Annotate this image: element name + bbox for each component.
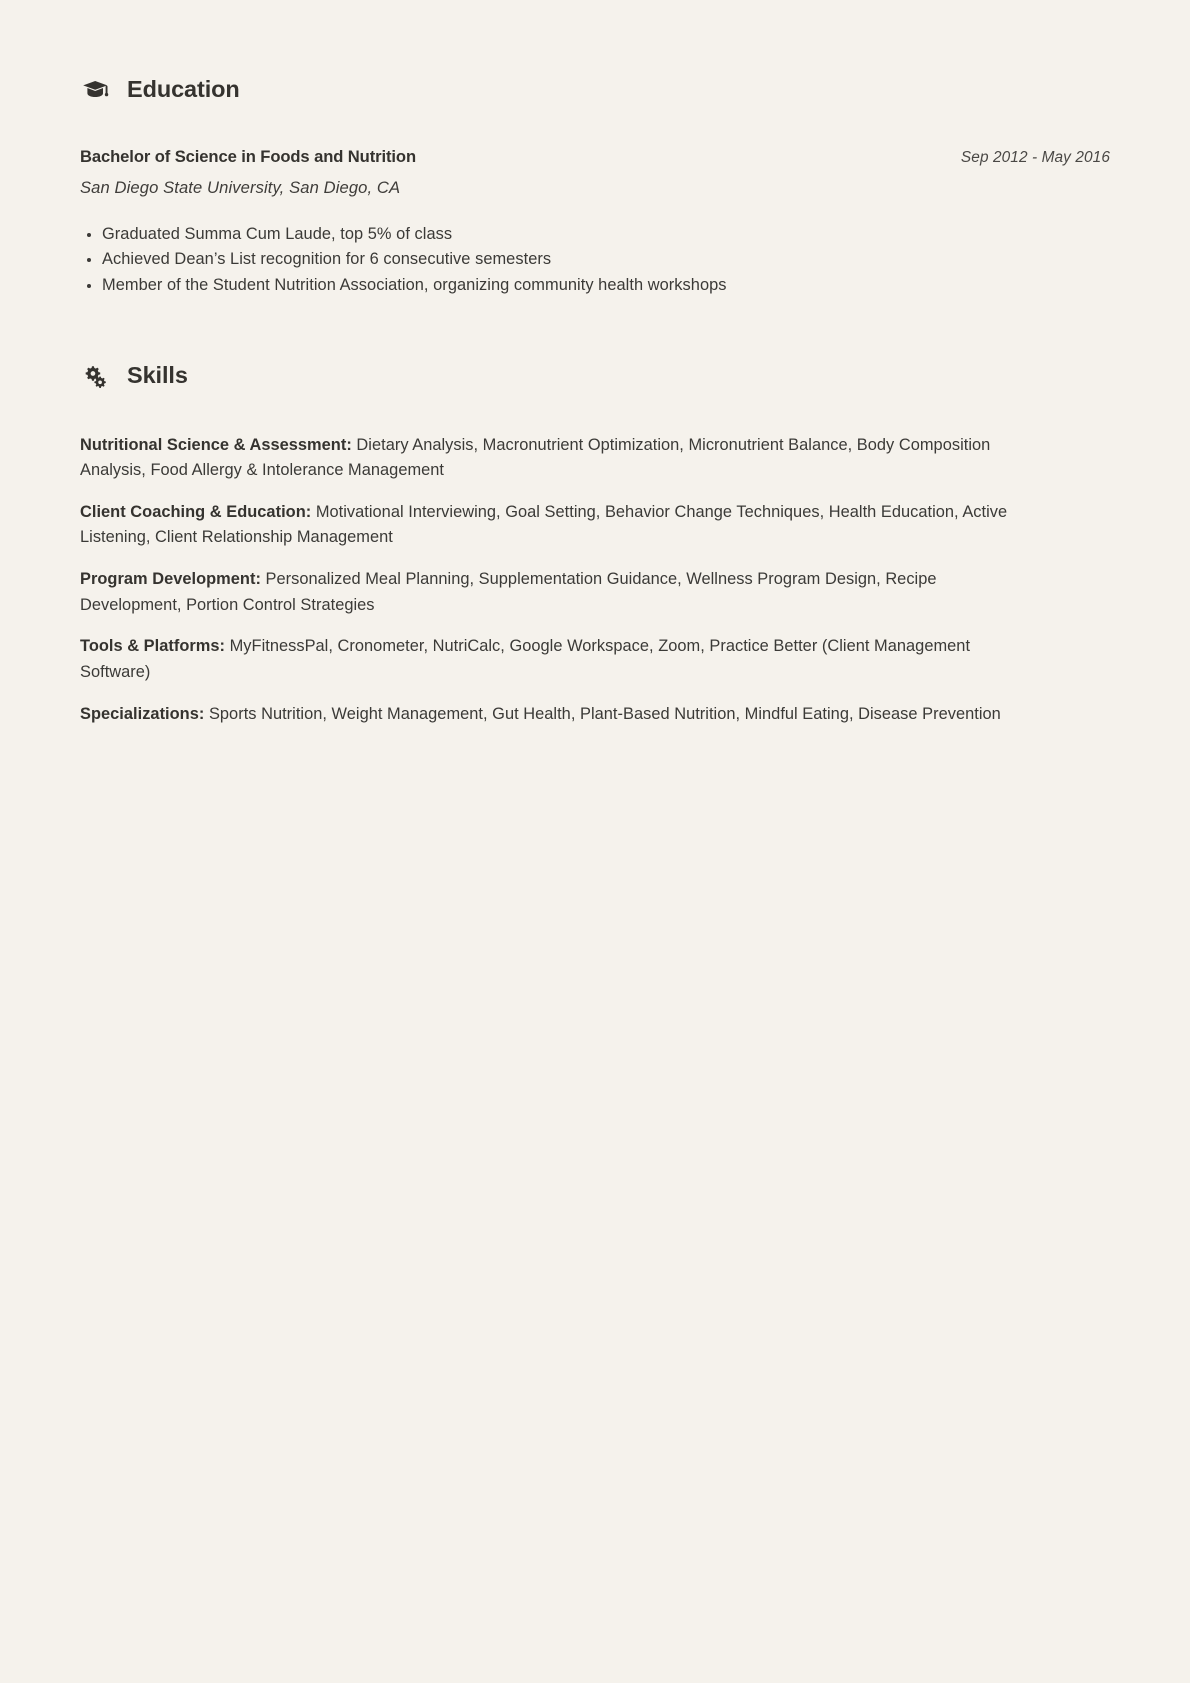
skill-category [80, 702, 1030, 727]
skill-category-items: Dietary Analysis, Macronutrient Optimization, Micronutrient Balance, Body Composition Analysis, Food Allergy & Intolerance Management [80, 435, 991, 480]
skill-category [80, 567, 1030, 618]
skill-category-label: Tools & Platforms: [80, 637, 226, 656]
degree-title: Bachelor of Science in Foods and Nutrition [80, 146, 417, 166]
skill-category [80, 634, 1030, 685]
skill-category-label: Program Development: [80, 570, 261, 589]
education-section [80, 58, 1110, 298]
skill-category-items: Personalized Meal Planning, Supplementation Guidance, Wellness Program Design, Recipe Development, Portion Control Strategies [80, 570, 937, 614]
graduation-cap-icon [80, 74, 110, 104]
skill-category-label: Specializations: [80, 704, 205, 723]
skill-category-label: Client Coaching & Education: [80, 502, 312, 521]
skills-heading: Skills [127, 361, 188, 388]
skill-category-label: Nutritional Science & Assessment: [80, 435, 352, 454]
education-heading: Education [127, 75, 240, 102]
gears-icon [80, 361, 110, 391]
institution-name: San Diego State University, San Diego, CA [80, 177, 401, 197]
degree-date-range: Sep 2012 - May 2016 [960, 148, 1110, 166]
list-item: Graduated Summa Cum Laude, top 5% of class [80, 222, 1110, 248]
skills-section [80, 344, 1110, 727]
skill-category [80, 433, 1030, 484]
skills-section-header [80, 344, 1110, 407]
education-entry-header [80, 147, 1110, 167]
education-section-header [80, 58, 1110, 121]
skill-category-items: MyFitnessPal, Cronometer, NutriCalc, Google Workspace, Zoom, Practice Better (Client Management Software) [80, 637, 971, 681]
skill-category-items: Sports Nutrition, Weight Management, Gut Health, Plant-Based Nutrition, Mindful Eating, Disease Prevention [208, 704, 1001, 723]
education-bullet-list [80, 222, 1110, 299]
list-item: Member of the Student Nutrition Association, organizing community health workshops [80, 273, 1110, 299]
list-item: Achieved Dean’s List recognition for 6 consecutive semesters [80, 247, 1110, 273]
skill-category-items: Motivational Interviewing, Goal Setting, Behavior Change Techniques, Health Education, Active Listening, Client Relationship Management [80, 502, 1008, 547]
skill-category [80, 500, 1030, 551]
